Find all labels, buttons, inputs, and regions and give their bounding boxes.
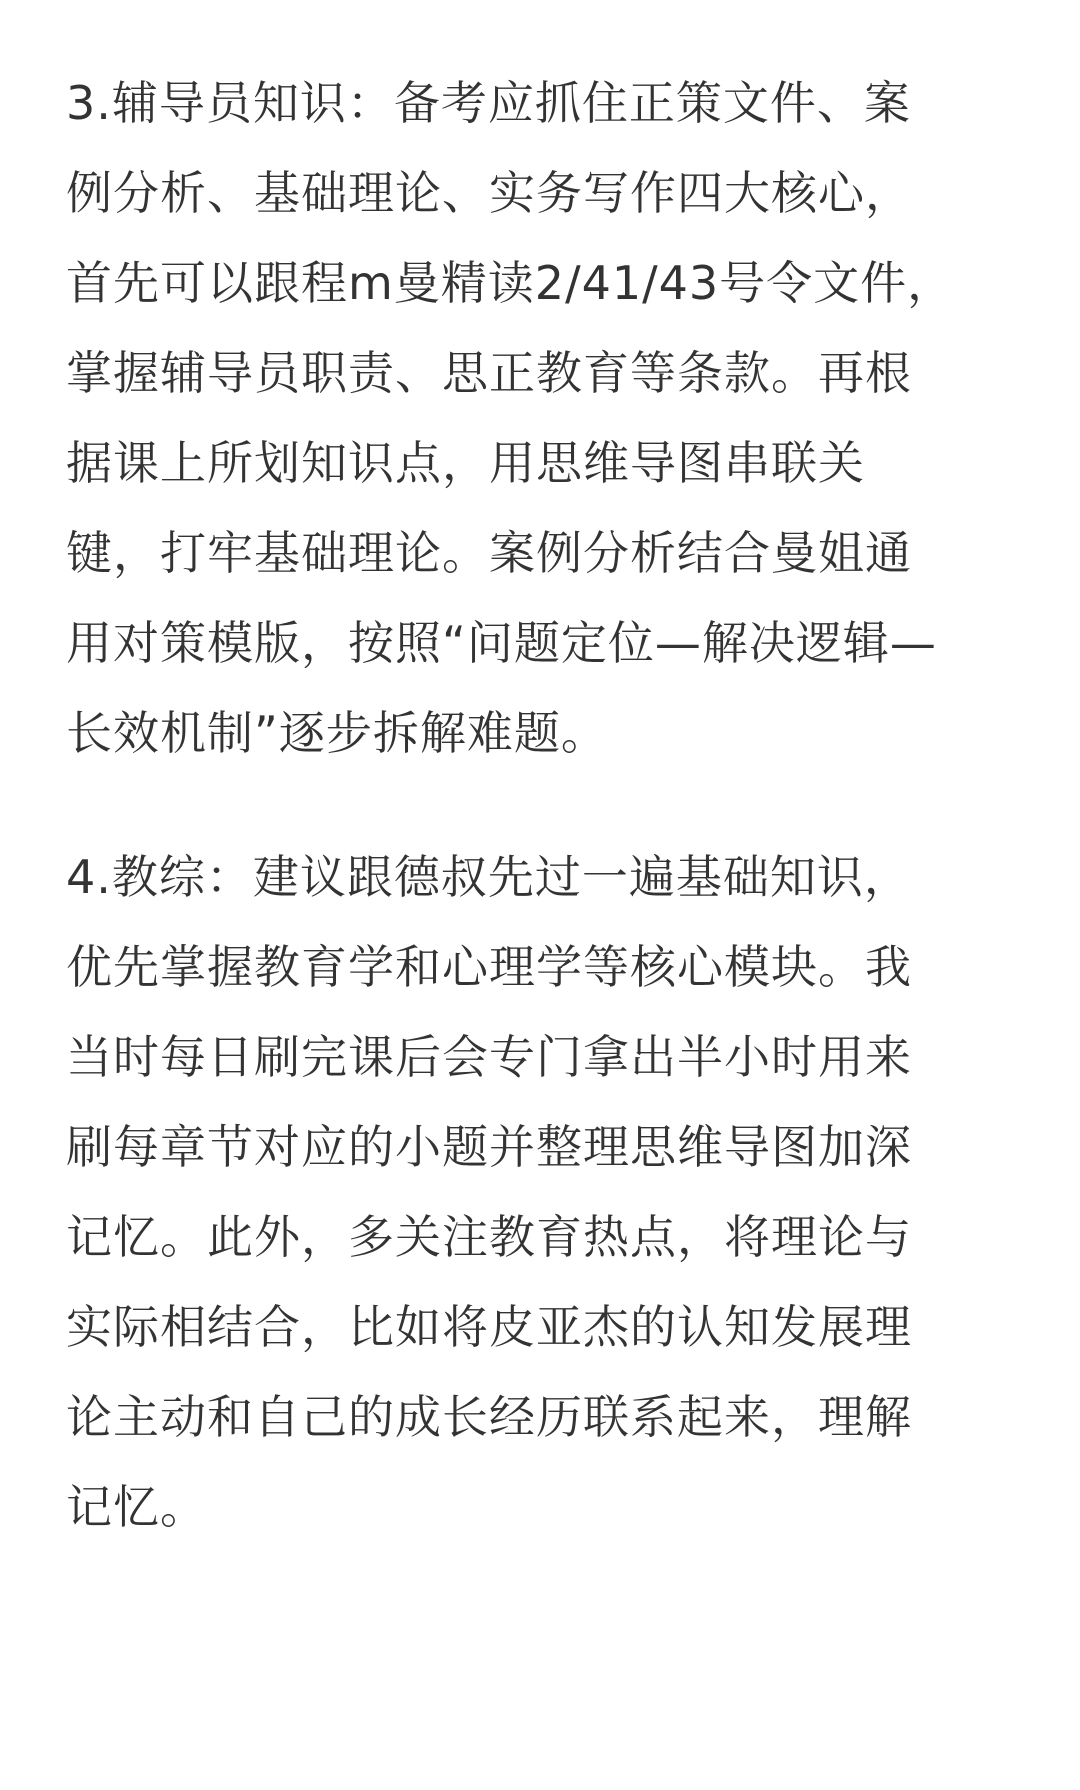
text-line: 例分析、基础理论、实务写作四大核心， bbox=[66, 166, 912, 220]
paragraph-counselor-knowledge bbox=[66, 58, 1066, 778]
text-line: 记忆。此外，多关注教育热点，将理论与 bbox=[66, 1210, 912, 1264]
text-line: 论主动和自己的成长经历联系起来，理解 bbox=[66, 1390, 912, 1444]
text-line: 3.辅导员知识：备考应抓住正策文件、案 bbox=[66, 76, 911, 130]
text-line: 记忆。 bbox=[66, 1480, 207, 1534]
paragraph-education-comprehensive bbox=[66, 832, 1066, 1552]
text-line: 用对策模版，按照“问题定位—解决逻辑— bbox=[66, 616, 937, 670]
text-line: 首先可以跟程m曼精读2/41/43号令文件， bbox=[66, 256, 955, 310]
text-line: 优先掌握教育学和心理学等核心模块。我 bbox=[66, 940, 912, 994]
text-line: 当时每日刷完课后会专门拿出半小时用来 bbox=[66, 1030, 912, 1084]
text-line: 4.教综：建议跟德叔先过一遍基础知识， bbox=[66, 850, 911, 904]
text-line: 长效机制”逐步拆解难题。 bbox=[66, 706, 608, 760]
text-line: 刷每章节对应的小题并整理思维导图加深 bbox=[66, 1120, 912, 1174]
text-line: 据课上所划知识点，用思维导图串联关 bbox=[66, 436, 865, 490]
text-line: 掌握辅导员职责、思正教育等条款。再根 bbox=[66, 346, 912, 400]
text-line: 键，打牢基础理论。案例分析结合曼姐通 bbox=[66, 526, 912, 580]
text-line: 实际相结合，比如将皮亚杰的认知发展理 bbox=[66, 1300, 912, 1354]
